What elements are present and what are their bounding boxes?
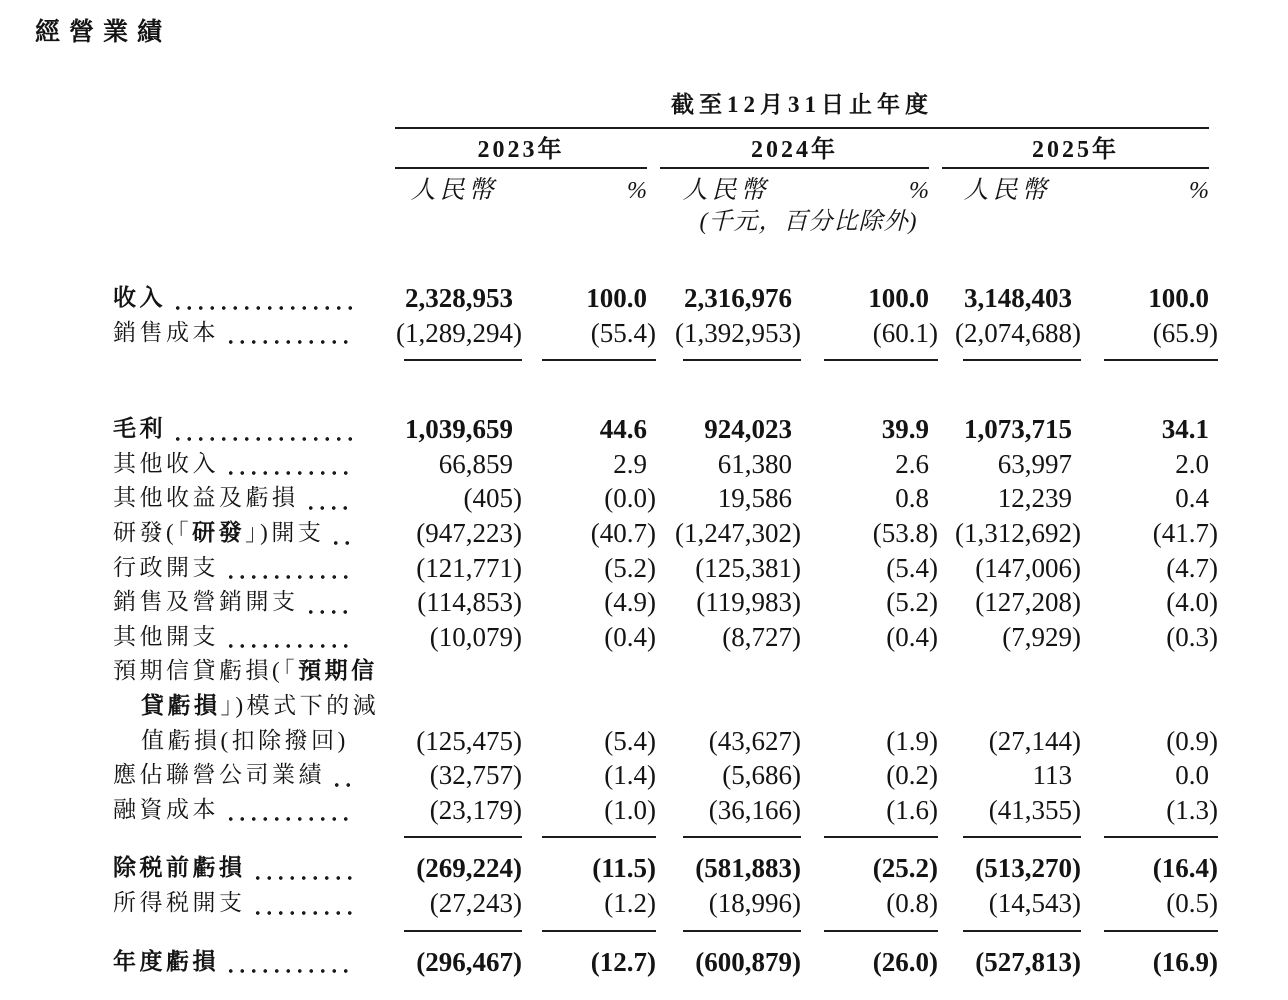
period-header-cell [395, 92, 1222, 129]
financial-table [113, 92, 1288, 979]
cell-value: (1.0) [604, 794, 656, 825]
cell-value: 2,328,953 [405, 283, 513, 313]
section-rule [963, 836, 1081, 838]
cell-value: (1.9) [886, 725, 938, 756]
dot-leader [225, 968, 353, 974]
label-text: 銷售及營銷開支 [113, 589, 299, 615]
cell-value: (1.2) [604, 887, 656, 918]
currency-header: 人民幣 [410, 177, 498, 204]
column-rule-cell [526, 350, 660, 366]
section-rule [1104, 359, 1218, 361]
cell-value: (4.0) [1166, 587, 1218, 618]
cell-value: (121,771) [416, 552, 522, 583]
table-corner-spacer [113, 129, 395, 169]
currency-header: 人民幣 [963, 177, 1051, 204]
cell-value: (16.4) [1152, 853, 1218, 884]
table-corner-spacer [113, 205, 395, 237]
section-rule [542, 930, 656, 932]
label-text: 預期信貸虧損(「 [113, 658, 299, 684]
label-text: 收入 [113, 285, 166, 310]
column-rule-cell [395, 350, 526, 366]
cell-value: (43,627) [708, 725, 801, 756]
header-gap [113, 237, 1222, 281]
rule-row-spacer [113, 350, 395, 366]
section-rule [824, 836, 938, 838]
section-rule [683, 930, 801, 932]
row-label [113, 481, 395, 516]
row-label [113, 585, 395, 620]
document-page [0, 18, 1288, 1000]
label-line [113, 281, 395, 316]
year-group-2023 [395, 129, 660, 169]
cell-value: (53.8) [872, 517, 938, 548]
cell-value: 63,997 [997, 448, 1072, 479]
rule-row-spacer [113, 921, 395, 937]
cell-value: (1.6) [886, 794, 938, 825]
percent-header: % [909, 178, 929, 204]
cell-value: (0.4) [604, 621, 656, 652]
label-text: 除税前虧損 [113, 855, 246, 881]
cell-value: 100.0 [868, 283, 929, 313]
column-rule-cell [942, 827, 1085, 843]
percent-header: % [627, 178, 647, 204]
column-rule-cell [805, 350, 942, 366]
cell-value: 2.9 [613, 448, 647, 479]
cell-value: (527,813) [975, 946, 1081, 977]
cell-value: (4.9) [604, 587, 656, 618]
label-line [113, 516, 395, 551]
section-rule [404, 930, 522, 932]
section-rule [963, 930, 1081, 932]
label-line [113, 551, 395, 586]
cell-value: 0.0 [1175, 760, 1209, 791]
section-rule [824, 930, 938, 932]
cell-value: 3,148,403 [964, 283, 1072, 313]
cell-value: (5.2) [886, 587, 938, 618]
label-text: 毛利 [113, 416, 166, 442]
cell-value: (5.4) [886, 552, 938, 583]
percent-header: % [1189, 178, 1209, 204]
cell-value: (0.2) [886, 760, 938, 791]
column-rule-cell [660, 827, 805, 843]
label-text: 應佔聯營公司業績 [113, 762, 325, 788]
cell-value: (0.4) [886, 621, 938, 652]
cell-value: (4.7) [1166, 552, 1218, 583]
row-label [113, 412, 395, 447]
column-rule-cell [1085, 921, 1222, 937]
year-label: 2023年 [395, 137, 647, 169]
cell-value: (32,757) [429, 760, 522, 791]
cell-value: (12.7) [590, 946, 656, 977]
cell-value: (5.4) [604, 725, 656, 756]
label-line [113, 886, 395, 921]
cell-value: 0.4 [1175, 483, 1209, 514]
cell-value: (36,166) [708, 794, 801, 825]
cell-value: 2.6 [895, 448, 929, 479]
label-text: 值虧損(扣除撥回) [141, 727, 349, 753]
section-gap [113, 366, 1222, 412]
section-rule [683, 359, 801, 361]
cell-value: 66,859 [438, 448, 513, 479]
label-text: 行政開支 [113, 554, 219, 580]
row-label [113, 447, 395, 482]
rule-row-spacer [113, 827, 395, 843]
column-rule-cell [942, 350, 1085, 366]
cell-value: (114,853) [417, 587, 522, 618]
label-line [113, 585, 395, 620]
cell-value: (581,883) [695, 853, 801, 884]
cell-value: (18,996) [708, 887, 801, 918]
cell-value: (600,879) [695, 946, 801, 977]
column-rule-cell [1085, 827, 1222, 843]
cell-value: (2,074,688) [955, 317, 1081, 348]
cell-value: (7,929) [1002, 621, 1081, 652]
row-label [113, 945, 395, 980]
cell-value: 19,586 [717, 483, 792, 514]
label-line [113, 758, 395, 793]
cell-value: 61,380 [717, 448, 792, 479]
label-line [113, 689, 395, 724]
cell-value: (14,543) [988, 887, 1081, 918]
dot-leader [172, 305, 353, 311]
column-rule-cell [660, 350, 805, 366]
column-rule-cell [660, 921, 805, 937]
cell-value: (125,381) [695, 552, 801, 583]
label-text: 預期信 [298, 658, 378, 684]
dot-leader [172, 436, 353, 442]
cell-value: (55.4) [590, 317, 656, 348]
cell-value: (41,355) [988, 794, 1081, 825]
dot-leader [305, 505, 354, 511]
label-text: 研發 [192, 519, 246, 545]
cell-value: (947,223) [416, 517, 522, 548]
label-text: 銷售成本 [113, 319, 219, 345]
cell-value: (65.9) [1152, 317, 1218, 348]
cell-value: 34.1 [1161, 414, 1209, 445]
cell-value: (1,392,953) [675, 317, 801, 348]
label-text: 其他收入 [113, 450, 219, 476]
dot-leader [330, 540, 353, 546]
dot-leader [225, 339, 353, 345]
label-line [113, 654, 395, 689]
cell-value: (1.3) [1166, 794, 1218, 825]
cell-value: 44.6 [599, 414, 647, 445]
label-text: 」)模式下的減 [220, 692, 380, 718]
cell-value: 1,039,659 [405, 414, 513, 445]
cell-value: (40.7) [590, 517, 656, 548]
dot-leader [331, 782, 353, 788]
label-line [113, 793, 395, 828]
cell-value: (11.5) [592, 853, 656, 884]
dot-leader [225, 816, 353, 822]
section-rule [1104, 930, 1218, 932]
row-label [113, 620, 395, 655]
cell-value: (405) [463, 483, 522, 514]
label-line [113, 481, 395, 516]
year-group-2024 [660, 129, 942, 169]
section-rule [963, 359, 1081, 361]
cell-value: (296,467) [416, 946, 522, 977]
label-line [113, 447, 395, 482]
table-corner-spacer [113, 92, 395, 129]
cell-value: (1,312,692) [955, 517, 1081, 548]
cell-value: (5,686) [722, 760, 801, 791]
cell-value: (0.5) [1166, 887, 1218, 918]
row-label [113, 281, 395, 316]
dot-leader [305, 609, 354, 615]
section-gap [113, 937, 1222, 945]
cell-value: 2.0 [1175, 448, 1209, 479]
dot-leader [252, 910, 354, 916]
column-rule-cell [805, 827, 942, 843]
label-line [113, 945, 395, 980]
label-line [113, 620, 395, 655]
currency-header: 人民幣 [682, 177, 770, 204]
cell-value: 0.8 [895, 483, 929, 514]
row-label [113, 793, 395, 828]
label-text: 研發(「 [113, 519, 193, 545]
table-corner-spacer [113, 169, 395, 205]
dot-leader [225, 574, 353, 580]
label-text: 所得税開支 [113, 889, 246, 915]
cell-value: (1,289,294) [396, 317, 522, 348]
dot-leader [225, 470, 353, 476]
cell-value: 1,073,715 [964, 414, 1072, 445]
row-label [113, 758, 395, 793]
period-header: 截至12月31日止年度 [395, 92, 1209, 129]
section-gap [113, 843, 1222, 851]
cell-value: (269,224) [416, 853, 522, 884]
row-label [113, 851, 395, 886]
label-line [113, 724, 395, 759]
cell-value: (0.3) [1166, 621, 1218, 652]
cell-value: (10,079) [429, 621, 522, 652]
cell-value: 924,023 [704, 414, 792, 445]
label-text: 」)開支 [245, 519, 325, 545]
label-text: 貸虧損 [141, 692, 221, 718]
page-title: 經營業績 [35, 19, 172, 46]
section-rule [683, 836, 801, 838]
section-rule [542, 836, 656, 838]
cell-value: (1,247,302) [675, 517, 801, 548]
cell-value: (147,006) [975, 552, 1081, 583]
section-rule [404, 836, 522, 838]
cell-value: (60.1) [872, 317, 938, 348]
label-line [113, 412, 395, 447]
cell-value: (125,475) [416, 725, 522, 756]
label-line [113, 316, 395, 351]
label-line [113, 851, 395, 886]
label-text: 其他收益及虧損 [113, 485, 299, 511]
cell-value: (25.2) [872, 853, 938, 884]
cell-value: (26.0) [872, 946, 938, 977]
column-rule-cell [805, 921, 942, 937]
dot-leader [225, 643, 353, 649]
row-label [113, 654, 395, 758]
cell-value: (23,179) [429, 794, 522, 825]
cell-value: (1.4) [604, 760, 656, 791]
column-rule-cell [1085, 350, 1222, 366]
section-rule [824, 359, 938, 361]
cell-value: (5.2) [604, 552, 656, 583]
column-rule-cell [526, 921, 660, 937]
section-rule [404, 359, 522, 361]
cell-value: 100.0 [1148, 283, 1209, 313]
cell-value: (0.8) [886, 887, 938, 918]
cell-value: (0.9) [1166, 725, 1218, 756]
cell-value: (127,208) [975, 587, 1081, 618]
row-label [113, 516, 395, 551]
column-rule-cell [395, 921, 526, 937]
column-rule-cell [395, 827, 526, 843]
cell-value: (27,144) [988, 725, 1081, 756]
label-text: 年度虧損 [113, 948, 219, 974]
cell-value: (0.0) [604, 483, 656, 514]
year-group-2025 [942, 129, 1222, 169]
label-text: 融資成本 [113, 796, 219, 822]
year-label: 2025年 [942, 137, 1209, 169]
row-label [113, 551, 395, 586]
label-text: 其他開支 [113, 623, 219, 649]
row-label [113, 316, 395, 351]
column-rule-cell [526, 827, 660, 843]
cell-value: (27,243) [429, 887, 522, 918]
cell-value: (41.7) [1152, 517, 1218, 548]
cell-value: 12,239 [997, 483, 1072, 514]
cell-value: 39.9 [881, 414, 929, 445]
cell-value: 100.0 [586, 283, 647, 313]
cell-value: 113 [1032, 760, 1072, 791]
row-label [113, 886, 395, 921]
cell-value: (513,270) [975, 853, 1081, 884]
unit-note: (千元，百分比除外) [699, 209, 918, 235]
section-rule [542, 359, 656, 361]
cell-value: 2,316,976 [684, 283, 792, 313]
dot-leader [252, 875, 354, 881]
section-rule [1104, 836, 1218, 838]
cell-value: (8,727) [722, 621, 801, 652]
column-rule-cell [942, 921, 1085, 937]
year-label: 2024年 [660, 137, 929, 169]
cell-value: (119,983) [696, 587, 801, 618]
cell-value: (16.9) [1152, 946, 1218, 977]
